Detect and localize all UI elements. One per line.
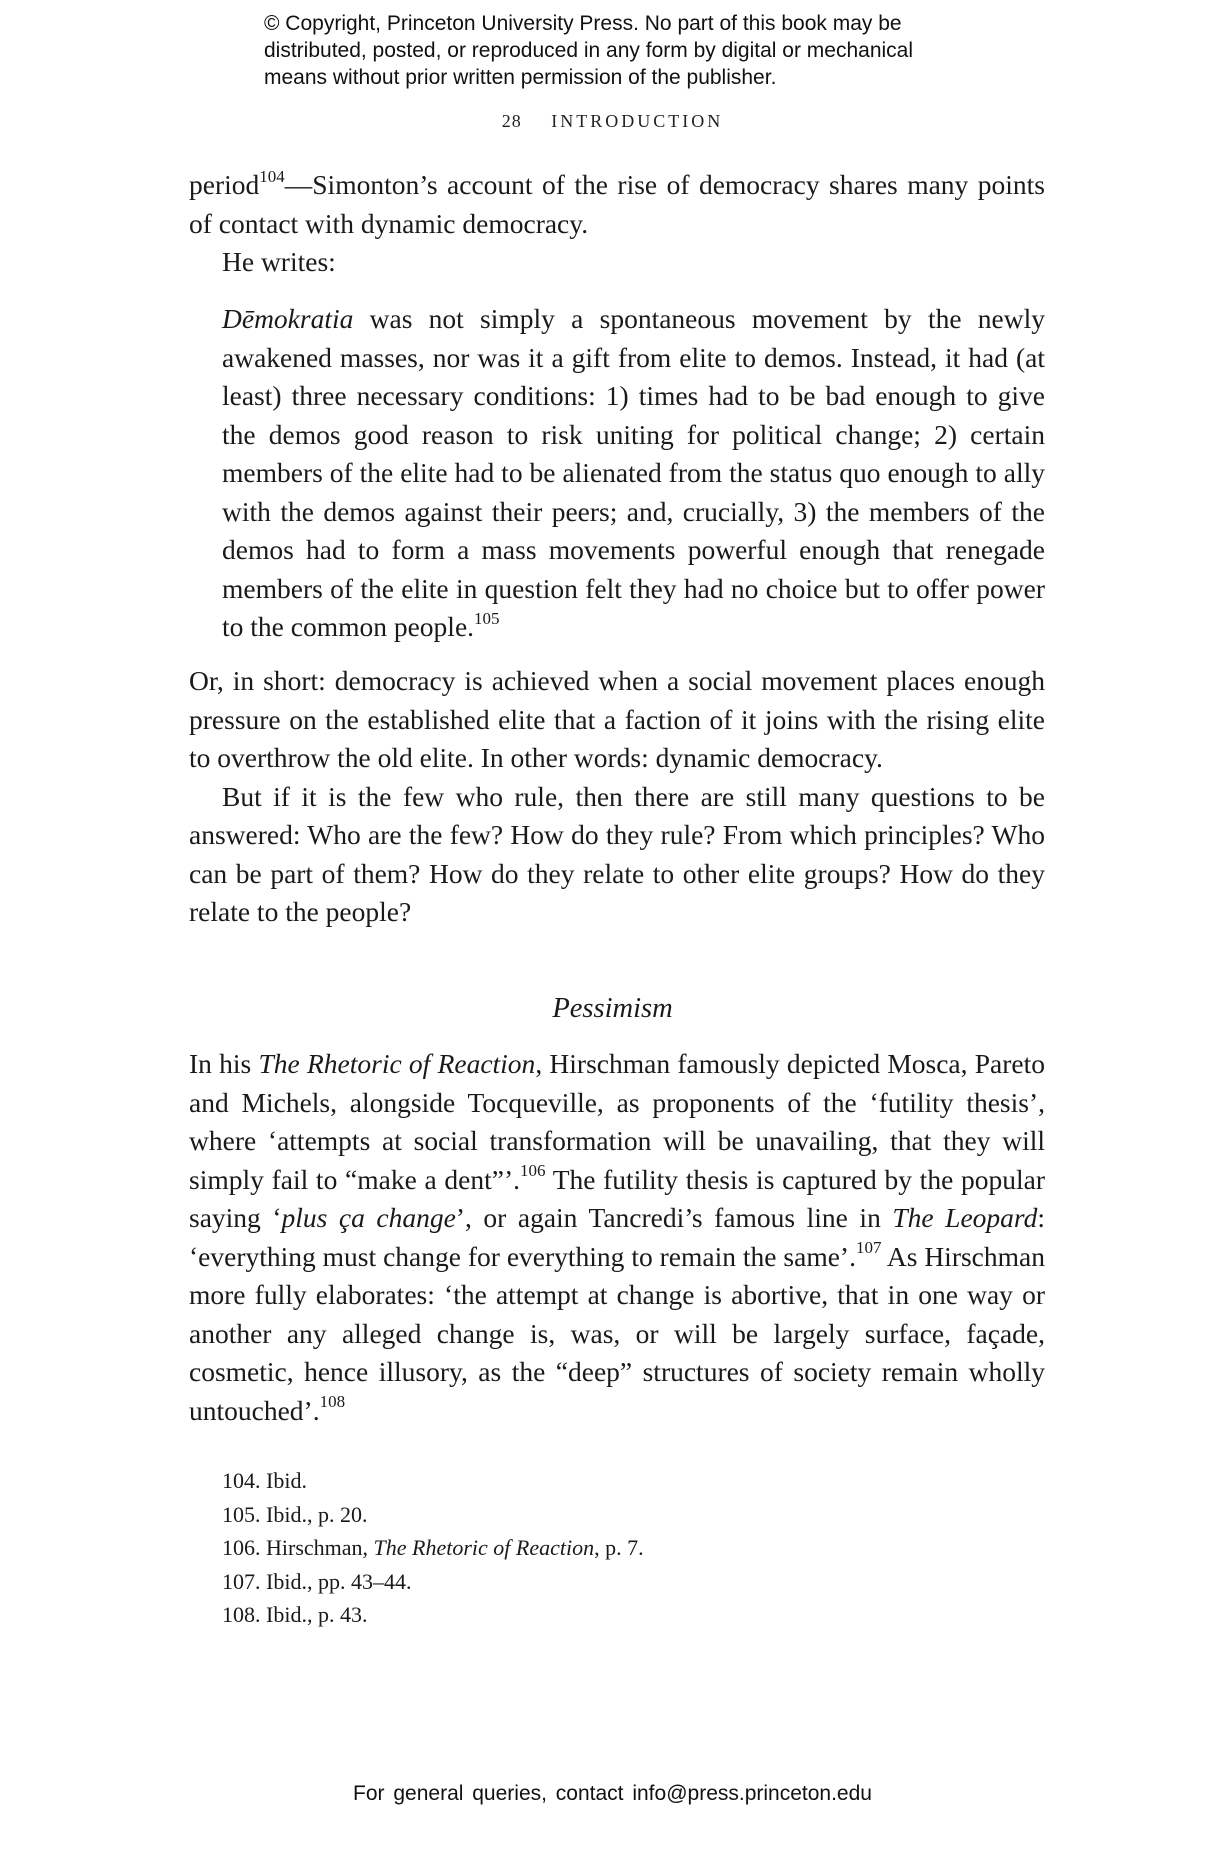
footnote-104: 104. Ibid. bbox=[222, 1468, 307, 1493]
copyright-notice bbox=[264, 10, 1024, 91]
copyright-line-1: © Copyright, Princeton University Press. No part of this book may be bbox=[264, 12, 902, 35]
footnote-108: 108. Ibid., p. 43. bbox=[222, 1602, 368, 1627]
footnote-ref-105[interactable]: 105 bbox=[474, 608, 500, 628]
block-quote: Dēmokratia was not simply a spontaneous movement by the newly awakened masses, nor was it a gift from elite to demos. Instead, it had (at least) three necessary conditions: 1) times had to be bad enough to give the demos good reason to risk uniting for political change; 2) certain members of the elite had to be alienated from the status quo enough to ally with the demos against their peers; and, crucially, 3) the members of the demos had to form a mass movements powerful enough that renegade members of the elite in question felt they had no choice but to offer power to the common people.$^{105}$ bbox=[222, 303, 1045, 642]
copyright-line-3: means without prior written permission of the publisher. bbox=[264, 66, 777, 89]
paragraph-1: period$^{104}$—Simonton’s account of the rise of democracy shares many points of contact with dynamic democracy. He writes: bbox=[189, 166, 1045, 282]
paragraph-2: He writes: bbox=[222, 246, 336, 277]
section-heading: Pessimism bbox=[552, 993, 673, 1024]
paragraph-3: Or, in short: democracy is achieved when a social movement places enough pressure on the established elite that a faction of it joins with the rising elite to overthrow the old elite. In other words: dynamic democracy. But if it is the few who rule, then there are still many questions to be answered: Who are the few? How do they rule? From which principles? Who can be part of them? How do they relate to other elite groups? How do they relate to the people? bbox=[189, 662, 1045, 932]
footnote-107: 107. Ibid., pp. 43–44. bbox=[222, 1568, 412, 1594]
paragraph-5: In his The Rhetoric of Reaction, Hirschman famously depicted Mosca, Pareto and Michels, alongside Tocqueville, as proponents of the ‘futility thesis’, where ‘attempts at social transformation will be unavailing, that they will simply fail to “make a dent”’.$^{106}$ The futility thesis is captured by the popular saying ‘plus ça change’, or again Tancredi’s famous line in The Leopard: ‘everything must change for everything to remain the same’.$^{107}$ As Hirschman more fully elaborates: ‘the attempt at change is abortive, that in one way or another any alleged change is, was, or will be largely surface, façade, cosmetic, hence illusory, as the “deep” structures of society remain wholly untouched’.$^{108}$ bbox=[189, 1048, 1046, 1426]
footnote-ref-106[interactable]: 106 bbox=[519, 1161, 546, 1181]
footnote-ref-108[interactable]: 108 bbox=[319, 1392, 346, 1412]
section-title: INTRODUCTION bbox=[551, 111, 724, 131]
page-number: 28 bbox=[501, 111, 522, 131]
quote-italic-term: Dēmokratia bbox=[222, 303, 354, 334]
footnotes bbox=[222, 1464, 644, 1632]
footnote-106: 106. Hirschman, The Rhetoric of Reaction, p. 7. bbox=[222, 1535, 644, 1560]
footnote-ref-107[interactable]: 107 bbox=[855, 1238, 882, 1258]
footnote-105: 105. Ibid., p. 20. bbox=[222, 1501, 368, 1527]
footnote-ref-104[interactable]: 104 bbox=[259, 166, 285, 186]
copyright-line-2: distributed, posted, or reproduced in any form by digital or mechanical bbox=[264, 39, 914, 62]
running-head bbox=[0, 111, 1225, 132]
paragraph-4: But if it is the few who rule, then there are still many questions to be answered: Who are the few? How do they rule? From which principles? Who can be part of them? How do they relate to other elite groups? How do they relate to the people? bbox=[189, 780, 1045, 927]
footer-contact: For general queries, contact info@press.princeton.edu bbox=[353, 1782, 872, 1805]
